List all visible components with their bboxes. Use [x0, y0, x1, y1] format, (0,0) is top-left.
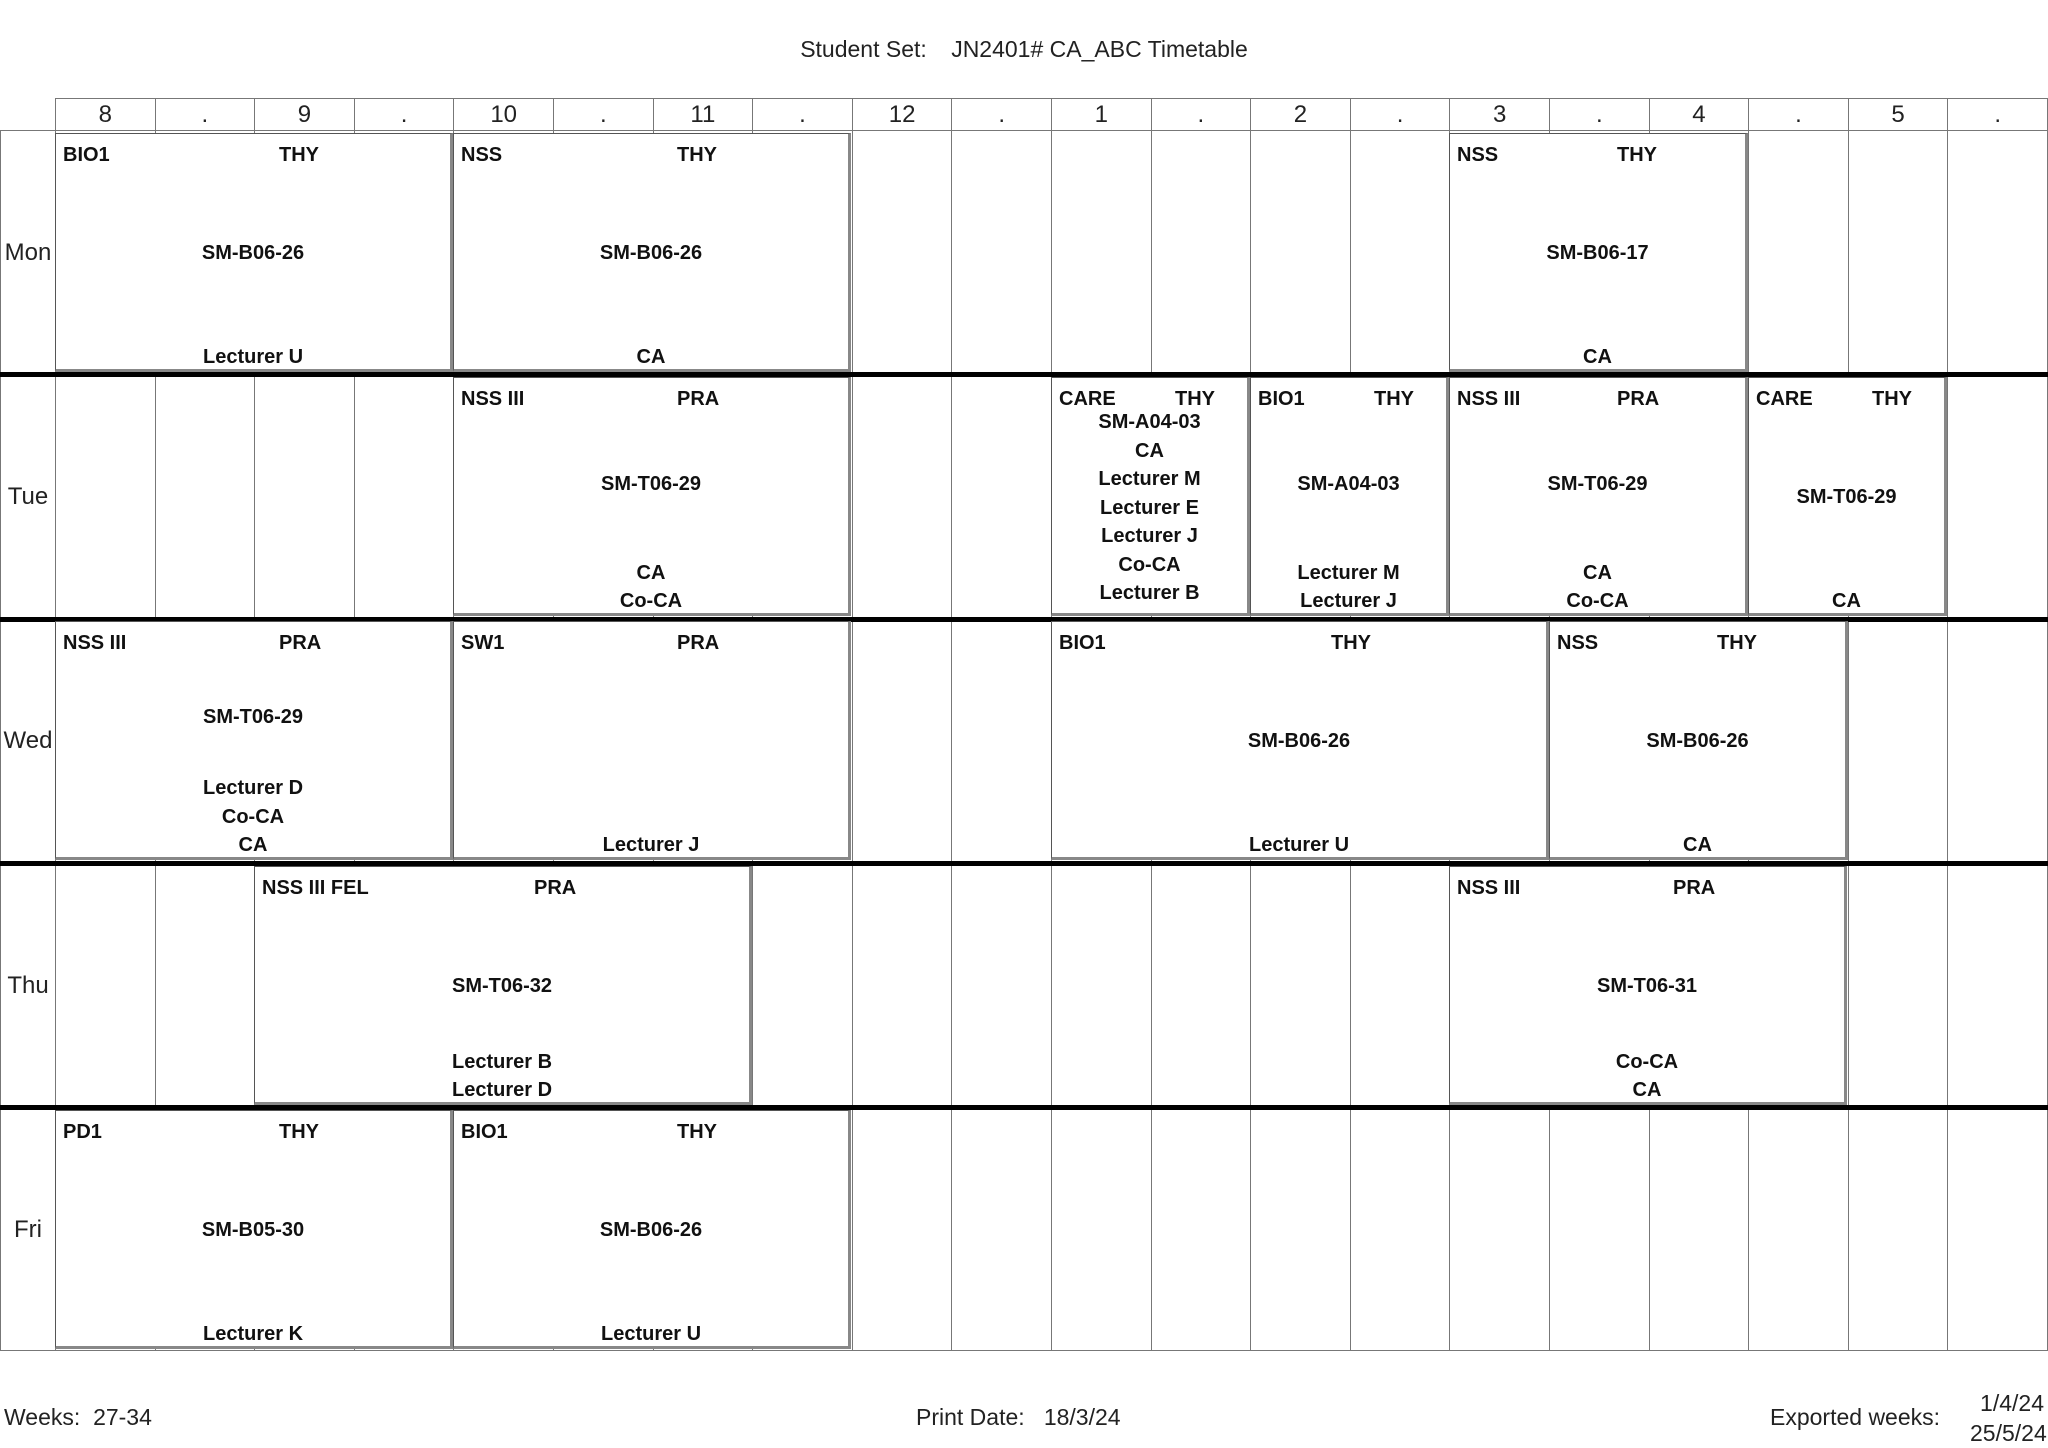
booking-code: CARE: [1059, 388, 1116, 410]
timetable-booking[interactable]: [1449, 377, 1748, 616]
booking-staff: Lecturer B: [1099, 582, 1200, 604]
booking-staff: Lecturer U: [202, 346, 304, 368]
booking-staff: Co-CA: [619, 590, 683, 612]
booking-staff: CA: [1832, 590, 1861, 612]
timetable-booking[interactable]: [453, 377, 851, 616]
weeks-value: 27-34: [93, 1404, 152, 1430]
time-header-cell: .: [354, 98, 455, 131]
booking-type: THY: [1872, 388, 1912, 410]
booking-room: SM-B06-26: [1646, 730, 1749, 752]
booking-type: PRA: [677, 632, 720, 654]
timetable-booking[interactable]: [1051, 377, 1250, 616]
booking-type: PRA: [534, 877, 577, 899]
booking-staff: CA: [1583, 561, 1612, 584]
booking-staff: CA: [1135, 439, 1164, 462]
booking-staff: CA: [636, 561, 666, 584]
booking-type: THY: [279, 1121, 319, 1143]
day-label-wed: Wed: [3, 727, 53, 754]
time-header-cell: .: [1350, 98, 1451, 131]
time-header-cell: .: [1748, 98, 1849, 131]
booking-staff: Lecturer M: [1297, 561, 1400, 584]
grid-top-line: [0, 130, 2048, 131]
booking-room: SM-T06-29: [600, 473, 702, 495]
booking-staff: CA: [1632, 1079, 1662, 1101]
timetable-booking[interactable]: [1549, 621, 1848, 860]
exported-to: 25/5/24: [1970, 1420, 2047, 1446]
booking-code: NSS III: [1457, 877, 1521, 899]
booking-code: NSS III: [461, 388, 525, 410]
booking-type: THY: [677, 144, 717, 166]
booking-type: PRA: [279, 632, 322, 654]
booking-type: THY: [279, 144, 319, 166]
booking-room: SM-B06-26: [599, 242, 703, 264]
timetable-booking[interactable]: [453, 1110, 851, 1349]
day-label-mon: Mon: [4, 239, 52, 266]
booking-type: THY: [1175, 388, 1215, 410]
page-title: [0, 36, 2048, 63]
timetable-booking[interactable]: [453, 621, 851, 860]
timetable-booking[interactable]: [1250, 377, 1449, 616]
weeks-label: Weeks:: [4, 1404, 81, 1430]
booking-staff: Lecturer E: [1100, 496, 1199, 519]
grid-column-line: [1848, 131, 1849, 1350]
booking-staff: CA: [1683, 834, 1712, 856]
booking-code: BIO1: [461, 1121, 508, 1143]
time-header-cell: .: [951, 98, 1052, 131]
booking-room: SM-A04-03: [1098, 411, 1201, 433]
title-label: Student Set:: [800, 36, 927, 62]
time-header-cell: 8: [55, 98, 156, 131]
print-date-label: Print Date:: [916, 1404, 1025, 1430]
booking-room: SM-B06-26: [1247, 730, 1351, 752]
time-header-cell: .: [1549, 98, 1650, 131]
booking-staff: Lecturer M: [1098, 468, 1201, 490]
time-header-cell: .: [155, 98, 256, 131]
timetable-booking[interactable]: [1051, 621, 1549, 860]
grid-column-line: [852, 131, 853, 1350]
booking-code: SW1: [461, 632, 505, 654]
time-header-cell: 1: [1051, 98, 1152, 131]
title-value: JN2401# CA_ABC Timetable: [951, 36, 1248, 62]
booking-staff: Lecturer J: [602, 834, 700, 856]
booking-staff: Lecturer U: [1248, 834, 1350, 856]
print-date-info: [916, 1404, 1121, 1431]
weeks-info: [4, 1404, 152, 1431]
booking-type: THY: [1717, 632, 1757, 654]
time-header-cell: .: [1151, 98, 1252, 131]
time-header-cell: .: [752, 98, 853, 131]
grid-column-line: [951, 131, 952, 1350]
time-header-cell: 11: [653, 98, 754, 131]
booking-staff: Lecturer J: [1101, 525, 1198, 547]
day-label-thu: Thu: [7, 972, 49, 999]
booking-room: SM-T06-29: [1796, 486, 1897, 508]
booking-room: SM-T06-29: [1547, 473, 1648, 495]
booking-staff: Lecturer D: [202, 777, 304, 799]
time-header-cell: .: [553, 98, 654, 131]
booking-code: BIO1: [1059, 632, 1106, 654]
time-header-cell: 12: [852, 98, 953, 131]
booking-code: NSS: [1557, 632, 1599, 654]
booking-staff: CA: [1583, 346, 1612, 368]
timetable-booking[interactable]: [1449, 133, 1748, 372]
booking-code: BIO1: [63, 144, 110, 166]
time-header-cell: 5: [1848, 98, 1949, 131]
booking-code: PD1: [63, 1121, 102, 1143]
timetable-booking[interactable]: [453, 133, 851, 372]
timetable-booking[interactable]: [254, 866, 752, 1105]
time-header-cell: .: [1947, 98, 2048, 131]
booking-type: THY: [1617, 144, 1657, 166]
booking-room: SM-B06-26: [599, 1219, 703, 1241]
print-date-value: 18/3/24: [1043, 1404, 1121, 1430]
booking-staff: Lecturer B: [451, 1050, 553, 1073]
exported-from: 1/4/24: [1980, 1390, 2044, 1416]
timetable-booking[interactable]: [1748, 377, 1947, 616]
time-header-cell: 4: [1649, 98, 1750, 131]
booking-room: SM-B06-26: [201, 242, 305, 264]
booking-code: NSS: [1457, 144, 1499, 166]
booking-staff: Lecturer U: [600, 1323, 702, 1345]
booking-code: NSS III FEL: [262, 877, 369, 899]
booking-room: SM-T06-32: [451, 975, 553, 997]
booking-code: NSS III: [1457, 388, 1521, 410]
booking-code: BIO1: [1258, 388, 1305, 410]
booking-type: PRA: [1617, 388, 1660, 410]
booking-staff: Co-CA: [1615, 1050, 1679, 1073]
exported-weeks-label: Exported weeks:: [1770, 1404, 1941, 1430]
grid-column-line: [1947, 131, 1948, 1350]
time-header-cell: 2: [1250, 98, 1351, 131]
timetable-booking[interactable]: [55, 1110, 453, 1349]
booking-staff: Co-CA: [1566, 590, 1629, 612]
timetable-booking[interactable]: [55, 621, 453, 860]
day-label-fri: Fri: [14, 1216, 42, 1243]
booking-type: THY: [1374, 388, 1414, 410]
timetable-booking[interactable]: [55, 133, 453, 372]
booking-type: PRA: [677, 388, 720, 410]
booking-type: THY: [677, 1121, 717, 1143]
booking-room: SM-B05-30: [201, 1219, 305, 1241]
time-header-cell: 3: [1449, 98, 1550, 131]
exported-weeks-range: [1970, 1388, 2047, 1448]
booking-staff: Lecturer D: [451, 1079, 553, 1101]
time-header-cell: 10: [453, 98, 554, 131]
timetable-booking[interactable]: [1449, 866, 1847, 1105]
booking-staff: Lecturer K: [202, 1323, 304, 1345]
booking-room: SM-T06-29: [202, 706, 304, 728]
booking-type: THY: [1331, 632, 1371, 654]
booking-type: PRA: [1673, 877, 1716, 899]
booking-staff: CA: [238, 834, 268, 856]
day-label-tue: Tue: [7, 483, 49, 510]
booking-staff: Co-CA: [221, 805, 285, 828]
booking-room: SM-A04-03: [1297, 473, 1400, 495]
booking-code: NSS: [461, 144, 503, 166]
grid-bottom-line: [0, 1350, 2048, 1351]
booking-staff: Lecturer J: [1300, 590, 1397, 612]
booking-code: NSS III: [63, 632, 127, 654]
booking-room: SM-T06-31: [1596, 975, 1698, 997]
booking-staff: Co-CA: [1118, 553, 1181, 576]
booking-staff: CA: [636, 346, 666, 368]
booking-room: SM-B06-17: [1546, 242, 1649, 264]
booking-code: CARE: [1756, 388, 1813, 410]
time-header-cell: 9: [254, 98, 355, 131]
